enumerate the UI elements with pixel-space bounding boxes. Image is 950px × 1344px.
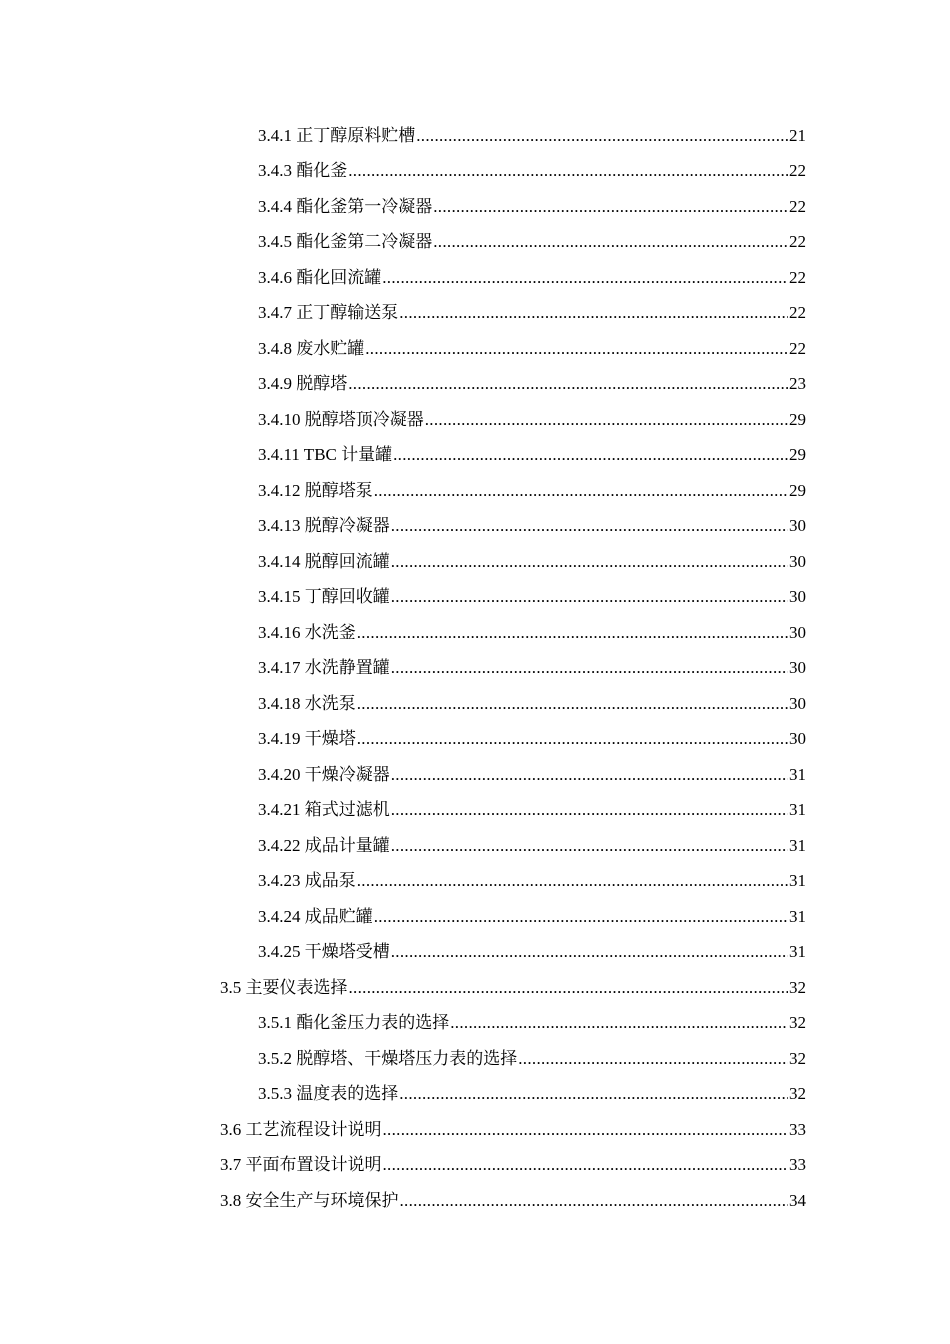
- toc-dot-leader: [391, 836, 788, 856]
- toc-entry-line: [258, 836, 806, 856]
- toc-dot-leader: [391, 516, 788, 536]
- toc-entry[interactable]: [0, 473, 950, 509]
- toc-entry-title: 3.5.3 温度表的选择: [258, 1084, 399, 1104]
- toc-entry[interactable]: [0, 651, 950, 687]
- toc-entry-page-number: 31: [789, 764, 806, 784]
- toc-entry-page-number: 30: [789, 693, 806, 713]
- toc-entry-line: [258, 871, 806, 891]
- toc-dot-leader: [425, 410, 788, 430]
- toc-entry-title: 3.4.6 酯化回流罐: [258, 267, 382, 287]
- toc-entry-title: 3.4.3 酯化釜: [258, 161, 348, 181]
- toc-entry-page-number: 34: [789, 1190, 806, 1210]
- toc-entry-title: 3.4.20 干燥冷凝器: [258, 764, 390, 784]
- toc-dot-leader: [433, 232, 788, 252]
- toc-entry[interactable]: [0, 1183, 950, 1219]
- toc-entry[interactable]: [0, 686, 950, 722]
- toc-entry-page-number: 31: [789, 800, 806, 820]
- toc-entry-title: 3.4.9 脱醇塔: [258, 374, 348, 394]
- toc-entry-page-number: 30: [789, 622, 806, 642]
- toc-entry-line: [258, 587, 806, 607]
- toc-entry-line: [258, 1049, 806, 1069]
- toc-dot-leader: [391, 942, 788, 962]
- toc-entry-page-number: 31: [789, 871, 806, 891]
- toc-dot-leader: [391, 800, 788, 820]
- toc-entry-line: [258, 481, 806, 501]
- toc-entry[interactable]: [0, 438, 950, 474]
- toc-entry-title: 3.4.14 脱醇回流罐: [258, 551, 390, 571]
- toc-entry-title: 3.4.13 脱醇冷凝器: [258, 516, 390, 536]
- toc-entry-line: [258, 942, 806, 962]
- toc-entry-page-number: 29: [789, 480, 806, 500]
- toc-dot-leader: [357, 729, 788, 749]
- toc-entry-line: [258, 126, 806, 146]
- toc-entry-line: [258, 800, 806, 820]
- toc-entry[interactable]: [0, 1148, 950, 1184]
- toc-entry-title: 3.4.19 干燥塔: [258, 729, 356, 749]
- toc-entry[interactable]: [0, 1112, 950, 1148]
- toc-entry-page-number: 22: [789, 267, 806, 287]
- toc-entry-title: 3.4.11 TBC 计量罐: [258, 445, 393, 465]
- toc-dot-leader: [348, 161, 788, 181]
- toc-dot-leader: [365, 339, 788, 359]
- toc-entry-page-number: 31: [789, 835, 806, 855]
- toc-dot-leader: [416, 126, 788, 146]
- toc-entry-line: [258, 303, 806, 323]
- toc-entry-line: [258, 268, 806, 288]
- toc-dot-leader: [391, 658, 788, 678]
- toc-dot-leader: [399, 1084, 788, 1104]
- toc-entry-line: [220, 1155, 806, 1175]
- toc-entry-line: [258, 445, 806, 465]
- toc-dot-leader: [400, 1191, 789, 1211]
- toc-entry-page-number: 22: [789, 196, 806, 216]
- toc-entry-page-number: 30: [789, 551, 806, 571]
- toc-entry-title: 3.4.16 水洗釜: [258, 622, 356, 642]
- toc-entry-page-number: 29: [789, 409, 806, 429]
- toc-entry-line: [258, 197, 806, 217]
- toc-entry[interactable]: [0, 935, 950, 971]
- toc-entry-title: 3.4.4 酯化釜第一冷凝器: [258, 196, 433, 216]
- toc-entry[interactable]: [0, 544, 950, 580]
- toc-dot-leader: [391, 552, 788, 572]
- toc-entry-line: [258, 516, 806, 536]
- toc-entry[interactable]: [0, 1077, 950, 1113]
- toc-entry-title: 3.4.5 酯化釜第二冷凝器: [258, 232, 433, 252]
- toc-dot-leader: [383, 1120, 789, 1140]
- toc-entry[interactable]: [0, 260, 950, 296]
- toc-dot-leader: [357, 871, 788, 891]
- toc-entry[interactable]: [0, 1006, 950, 1042]
- toc-entry-page-number: 32: [789, 1013, 806, 1033]
- toc-entry-line: [258, 694, 806, 714]
- toc-entry-page-number: 30: [789, 658, 806, 678]
- toc-entry[interactable]: [0, 722, 950, 758]
- toc-entry-line: [258, 232, 806, 252]
- toc-entry[interactable]: [0, 402, 950, 438]
- toc-entry[interactable]: [0, 970, 950, 1006]
- toc-entry-page-number: 22: [789, 338, 806, 358]
- toc-entry-page-number: 32: [789, 977, 806, 997]
- toc-entry-line: [258, 339, 806, 359]
- toc-entry-line: [258, 907, 806, 927]
- toc-dot-leader: [433, 197, 788, 217]
- toc-entry-page-number: 32: [789, 1048, 806, 1068]
- toc-entry[interactable]: [0, 331, 950, 367]
- toc-entry-title: 3.4.18 水洗泵: [258, 693, 356, 713]
- toc-entry[interactable]: [0, 580, 950, 616]
- toc-dot-leader: [374, 481, 788, 501]
- toc-dot-leader: [393, 445, 788, 465]
- toc-dot-leader: [518, 1049, 788, 1069]
- toc-entry[interactable]: [0, 154, 950, 190]
- toc-dot-leader: [357, 694, 788, 714]
- toc-dot-leader: [391, 765, 788, 785]
- toc-entry-title: 3.4.24 成品贮罐: [258, 906, 373, 926]
- toc-entry-line: [258, 374, 806, 394]
- toc-entry[interactable]: [0, 225, 950, 261]
- toc-entry-title: 3.4.23 成品泵: [258, 871, 356, 891]
- toc-entry-line: [220, 1191, 806, 1211]
- toc-entry-page-number: 23: [789, 374, 806, 394]
- toc-entry-line: [258, 1084, 806, 1104]
- toc-entry[interactable]: [0, 757, 950, 793]
- toc-entry-title: 3.4.1 正丁醇原料贮槽: [258, 125, 416, 145]
- toc-entry-title: 3.4.10 脱醇塔顶冷凝器: [258, 409, 424, 429]
- toc-entry-title: 3.4.15 丁醇回收罐: [258, 587, 390, 607]
- toc-entry-line: [258, 623, 806, 643]
- toc-entry[interactable]: [0, 189, 950, 225]
- toc-entry-page-number: 30: [789, 516, 806, 536]
- toc-entry[interactable]: [0, 118, 950, 154]
- toc-entry-title: 3.4.8 废水贮罐: [258, 338, 365, 358]
- toc-entry-title: 3.4.22 成品计量罐: [258, 835, 390, 855]
- toc-entry-page-number: 31: [789, 942, 806, 962]
- toc-entry-title: 3.8 安全生产与环境保护: [220, 1190, 399, 1210]
- toc-entry-line: [258, 161, 806, 181]
- toc-entry-page-number: 22: [789, 161, 806, 181]
- toc-entry[interactable]: [0, 1041, 950, 1077]
- toc-entry-title: 3.5.2 脱醇塔、干燥塔压力表的选择: [258, 1048, 518, 1068]
- toc-entry-page-number: 30: [789, 587, 806, 607]
- toc-entry-line: [258, 552, 806, 572]
- toc-entry-title: 3.6 工艺流程设计说明: [220, 1119, 382, 1139]
- toc-entry[interactable]: [0, 828, 950, 864]
- toc-entry-line: [258, 658, 806, 678]
- toc-dot-leader: [382, 268, 788, 288]
- toc-entry-line: [258, 1013, 806, 1033]
- toc-entry-title: 3.5 主要仪表选择: [220, 977, 348, 997]
- toc-dot-leader: [348, 374, 788, 394]
- toc-entry-page-number: 29: [789, 445, 806, 465]
- toc-dot-leader: [374, 907, 788, 927]
- table-of-contents: [0, 118, 950, 1219]
- toc-entry-line: [258, 729, 806, 749]
- toc-entry[interactable]: [0, 899, 950, 935]
- toc-entry-title: 3.4.7 正丁醇输送泵: [258, 303, 399, 323]
- toc-entry-page-number: 32: [789, 1084, 806, 1104]
- toc-entry-title: 3.4.17 水洗静置罐: [258, 658, 390, 678]
- toc-entry-page-number: 31: [789, 906, 806, 926]
- toc-entry-title: 3.7 平面布置设计说明: [220, 1155, 382, 1175]
- toc-entry-page-number: 33: [789, 1119, 806, 1139]
- toc-entry-page-number: 30: [789, 729, 806, 749]
- toc-dot-leader: [349, 978, 789, 998]
- toc-entry-line: [258, 410, 806, 430]
- toc-dot-leader: [383, 1155, 789, 1175]
- toc-entry[interactable]: [0, 367, 950, 403]
- toc-entry-line: [220, 978, 806, 998]
- toc-dot-leader: [399, 303, 788, 323]
- toc-entry-page-number: 22: [789, 232, 806, 252]
- toc-entry[interactable]: [0, 615, 950, 651]
- toc-entry-title: 3.4.25 干燥塔受槽: [258, 942, 390, 962]
- toc-entry-line: [220, 1120, 806, 1140]
- toc-dot-leader: [357, 623, 788, 643]
- toc-dot-leader: [450, 1013, 788, 1033]
- toc-entry[interactable]: [0, 509, 950, 545]
- toc-entry[interactable]: [0, 793, 950, 829]
- toc-entry-title: 3.4.21 箱式过滤机: [258, 800, 390, 820]
- toc-entry[interactable]: [0, 864, 950, 900]
- toc-entry-page-number: 33: [789, 1155, 806, 1175]
- toc-entry-page-number: 22: [789, 303, 806, 323]
- toc-entry-title: 3.5.1 酯化釜压力表的选择: [258, 1013, 450, 1033]
- toc-entry-title: 3.4.12 脱醇塔泵: [258, 480, 373, 500]
- toc-entry-page-number: 21: [789, 125, 806, 145]
- toc-entry[interactable]: [0, 296, 950, 332]
- toc-dot-leader: [391, 587, 788, 607]
- toc-entry-line: [258, 765, 806, 785]
